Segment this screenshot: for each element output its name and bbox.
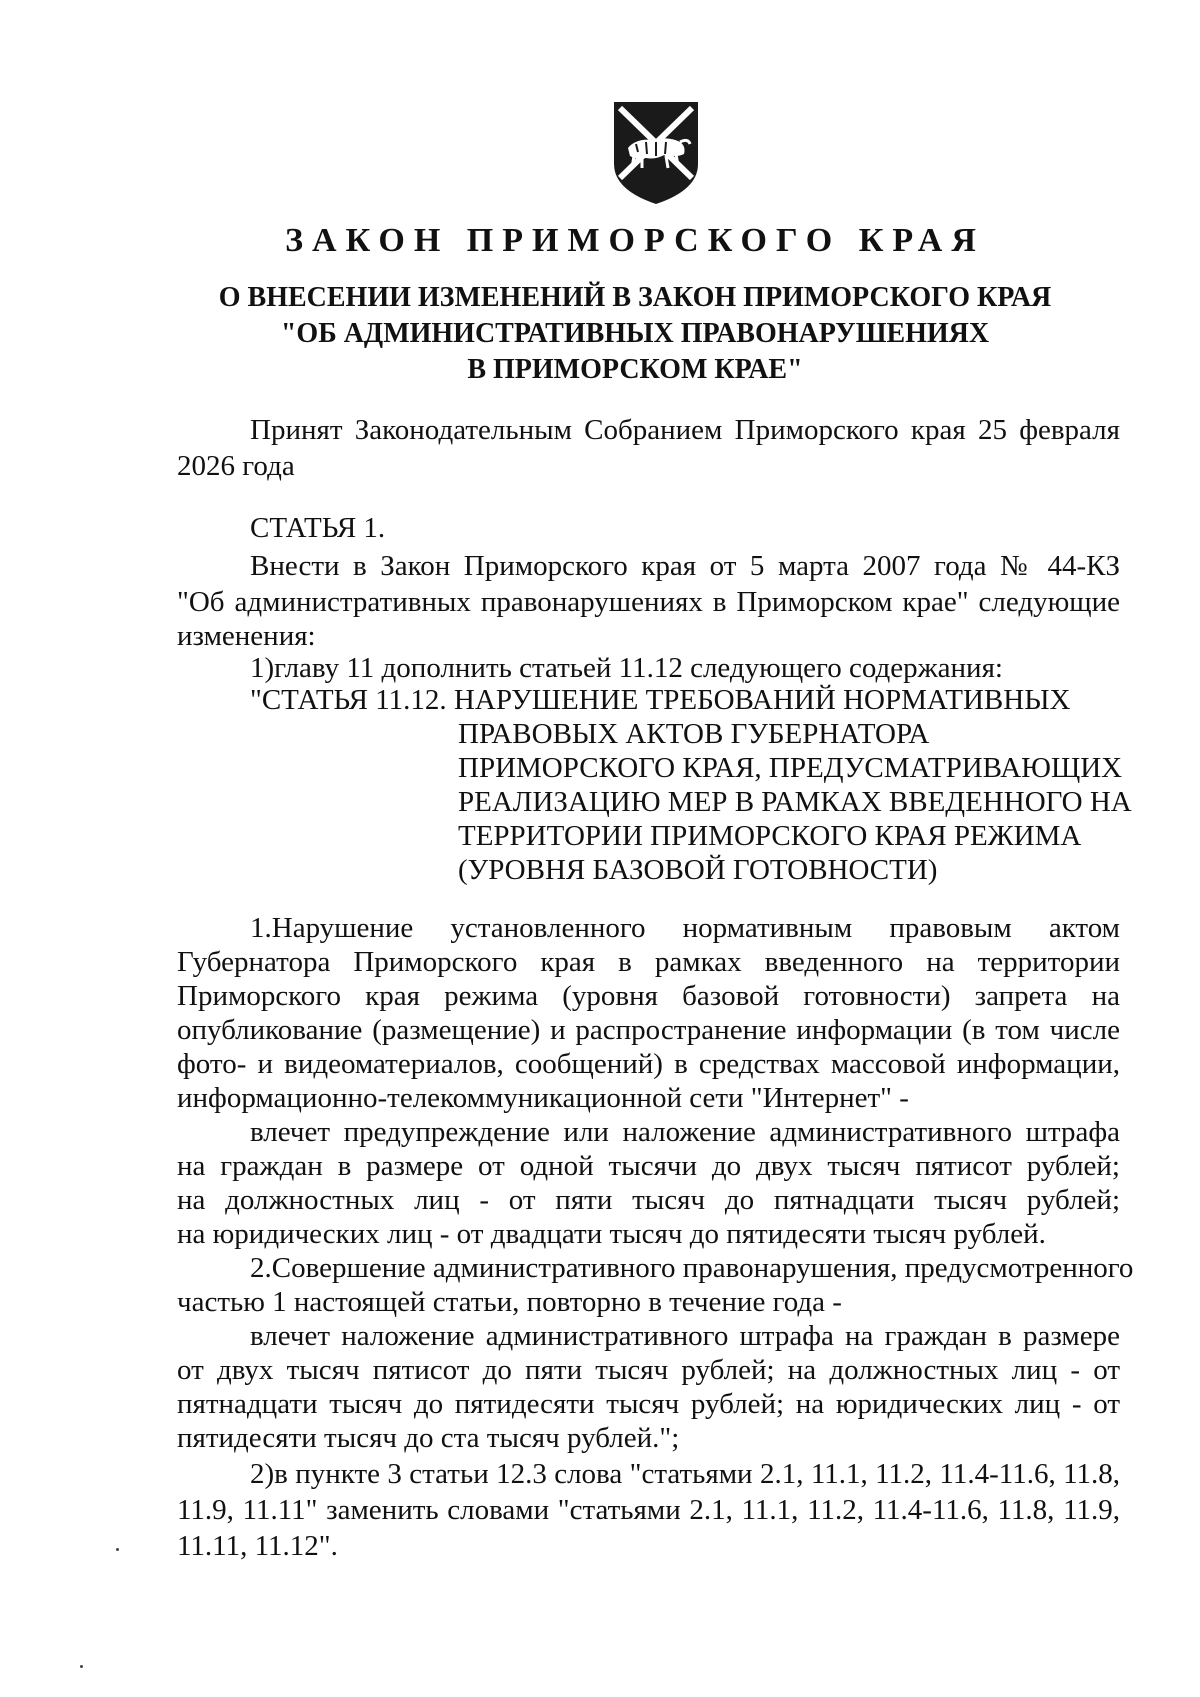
adoption-line: Принят Законодательным Собранием Приморского края 25 февраля xyxy=(250,414,1120,446)
amendment-item-2-line: 2)в пункте 3 статьи 12.3 слова "статьями 2.1, 11.1, 11.2, 11.4-11.6, 11.8, xyxy=(250,1458,1120,1490)
part-2-line: частью 1 настоящей статьи, повторно в течение года - xyxy=(177,1286,842,1318)
new-article-heading-line: РЕАЛИЗАЦИЮ МЕР В РАМКАХ ВВЕДЕННОГО НА xyxy=(458,786,1132,818)
new-article-heading-line: "СТАТЬЯ 11.12. НАРУШЕНИЕ ТРЕБОВАНИЙ НОРМАТИВНЫХ xyxy=(250,684,1071,716)
part-1-line: фото- и видеоматериалов, сообщений) в средствах массовой информации, xyxy=(177,1048,1120,1080)
penalty-2-line: влечет наложение административного штрафа на граждан в размере xyxy=(250,1320,1120,1352)
new-article-heading-line: ТЕРРИТОРИИ ПРИМОРСКОГО КРАЯ РЕЖИМА xyxy=(458,820,1082,852)
part-1-line: информационно-телекоммуникационной сети "Интернет" - xyxy=(177,1082,909,1114)
amendment-item-2-line: 11.9, 11.11" заменить словами "статьями 2.1, 11.1, 11.2, 11.4-11.6, 11.8, 11.9, xyxy=(177,1494,1120,1526)
law-subtitle-line: В ПРИМОРСКОМ КРАЕ" xyxy=(467,354,803,385)
scan-speck xyxy=(80,1665,83,1668)
article-heading: СТАТЬЯ 1. xyxy=(250,512,386,544)
scan-speck xyxy=(116,1548,119,1551)
part-2-line: 2.Совершение административного правонарушения, предусмотренного xyxy=(250,1252,1134,1284)
penalty-1-line: на граждан в размере от одной тысячи до двух тысяч пятисот рублей; xyxy=(177,1150,1120,1182)
amendment-item-1: 1)главу 11 дополнить статьей 11.12 следующего содержания: xyxy=(250,652,1003,684)
penalty-2-line: пятидесяти тысяч до ста тысяч рублей."; xyxy=(177,1422,680,1454)
coat-of-arms-icon xyxy=(606,98,706,208)
adoption-line: 2026 года xyxy=(177,450,295,482)
new-article-heading-line: ПРИМОРСКОГО КРАЯ, ПРЕДУСМАТРИВАЮЩИХ xyxy=(458,752,1123,784)
article-intro-line: изменения: xyxy=(177,620,316,652)
amendment-item-2-line: 11.11, 11.12". xyxy=(177,1530,338,1562)
article-intro-line: Внести в Закон Приморского края от 5 марта 2007 года № 44-КЗ xyxy=(250,550,1120,582)
penalty-1-line: влечет предупреждение или наложение административного штрафа xyxy=(250,1116,1120,1148)
part-1-line: опубликование (размещение) и распространение информации (в том числе xyxy=(177,1014,1120,1046)
penalty-2-line: пятнадцати тысяч до пятидесяти тысяч рублей; на юридических лиц - от xyxy=(177,1388,1120,1420)
article-intro-line: "Об административных правонарушениях в Приморском крае" следующие xyxy=(177,586,1120,618)
new-article-heading-line: (УРОВНЯ БАЗОВОЙ ГОТОВНОСТИ) xyxy=(458,854,938,886)
law-title: ЗАКОН ПРИМОРСКОГО КРАЯ xyxy=(285,222,985,259)
penalty-1-line: на должностных лиц - от пяти тысяч до пятнадцати тысяч рублей; xyxy=(177,1184,1120,1216)
penalty-1-line: на юридических лиц - от двадцати тысяч до пятидесяти тысяч рублей. xyxy=(177,1218,1046,1250)
penalty-2-line: от двух тысяч пятисот до пяти тысяч рублей; на должностных лиц - от xyxy=(177,1354,1120,1386)
part-1-line: Губернатора Приморского края в рамках введенного на территории xyxy=(177,946,1120,978)
part-1-line: 1.Нарушение установленного нормативным правовым актом xyxy=(250,912,1120,944)
part-1-line: Приморского края режима (уровня базовой готовности) запрета на xyxy=(177,980,1120,1012)
law-subtitle-line: О ВНЕСЕНИИ ИЗМЕНЕНИЙ В ЗАКОН ПРИМОРСКОГО КРАЯ xyxy=(218,282,1052,313)
law-subtitle-line: "ОБ АДМИНИСТРАТИВНЫХ ПРАВОНАРУШЕНИЯХ xyxy=(280,318,990,349)
new-article-heading-line: ПРАВОВЫХ АКТОВ ГУБЕРНАТОРА xyxy=(458,718,930,750)
